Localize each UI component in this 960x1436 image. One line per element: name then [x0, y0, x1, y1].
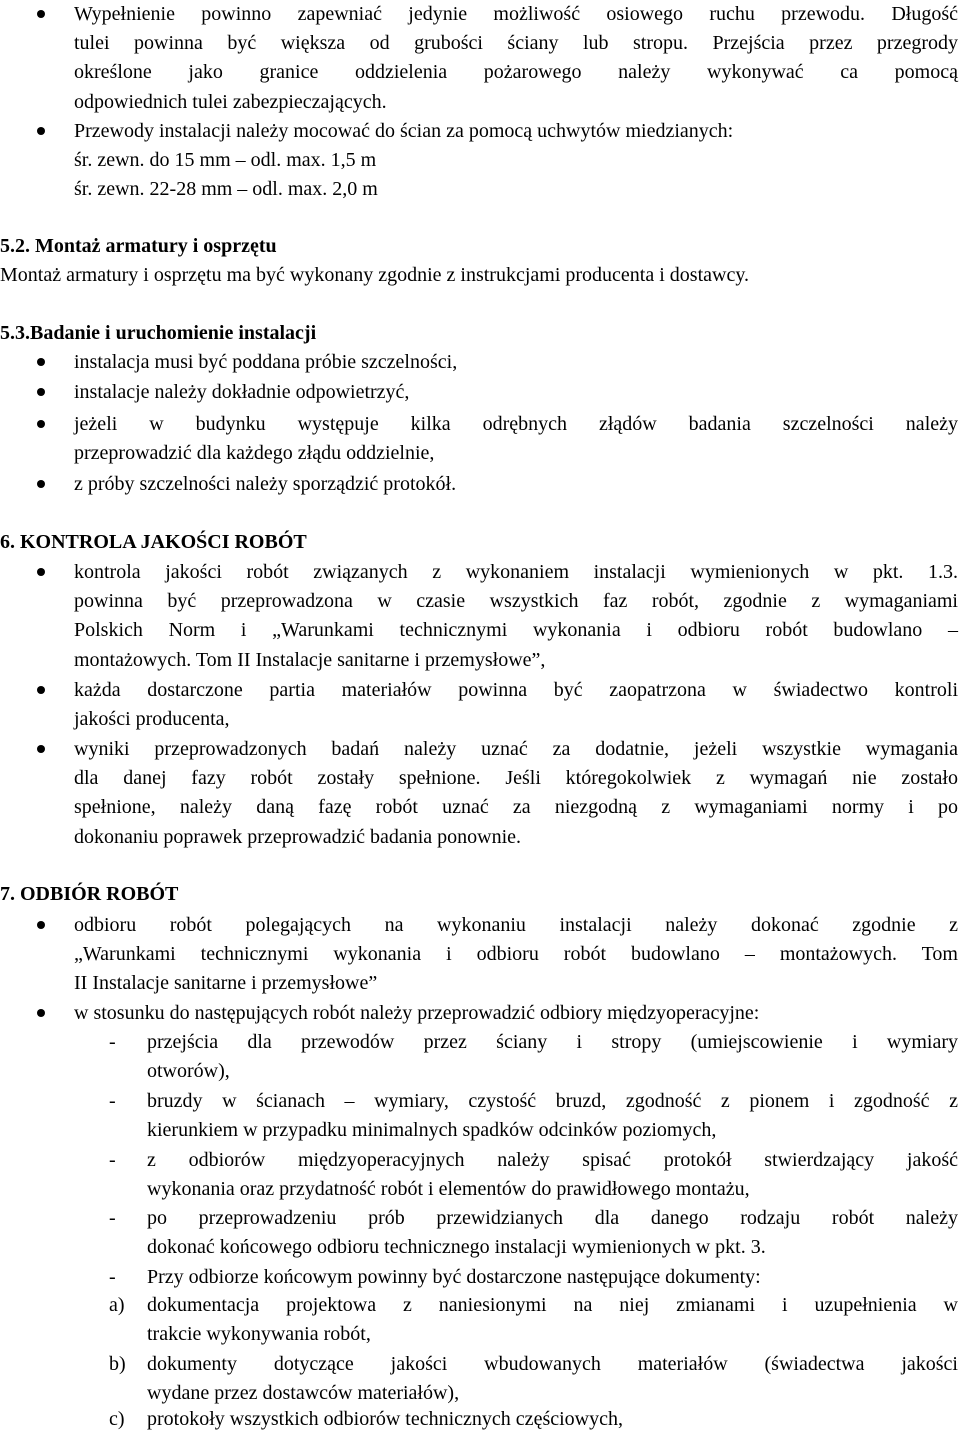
bullet-interim-acceptance: w stosunku do następujących robót należy przeprowadzić odbiory międzyoperacyjne:	[0, 999, 958, 1028]
heading-7: 7. ODBIÓR ROBÓT	[0, 883, 179, 905]
letter-item-design-documentation: a) dokumentacja projektowa z naniesionymi na niej zmianami i uzupełnienia w trakcie wykonywania robót,	[109, 1294, 958, 1346]
bullet-material-certificate: każda dostarczone partia materiałów powinna być zaopatrzona w świadectwo kontroli jakości producenta,	[0, 676, 958, 734]
heading-5-3: 5.3.Badanie i uruchomienie instalacji	[0, 322, 317, 344]
heading-6: 6. KONTROLA JAKOŚCI ROBÓT	[0, 531, 307, 553]
dash-item-grooves: - bruzdy w ścianach – wymiary, czystość bruzd, zgodność z pionem i zgodność z kierunkiem w przypadku minimalnych spadków odcinków poziomych,	[109, 1090, 958, 1142]
letter-item-partial-protocols: c) protokoły wszystkich odbiorów technicznych częściowych,	[109, 1408, 623, 1430]
bullet-pipe-mounting: Przewody instalacji należy mocować do ścian za pomocą uchwytów miedzianych: śr. zewn. do 15 mm – odl. max. 1,5 m śr. zewn. 22-28 mm – odl. max. 2,0 m	[0, 117, 958, 205]
bullet-final-acceptance: odbioru robót polegających na wykonaniu instalacji należy dokonać zgodnie z „Warunkami technicznymi wykonania i odbioru robót budowlano – montażowych. Tom II Instalacje sanitarne i przemysłowe”	[0, 911, 958, 999]
bullet-pressure-test: instalacja musi być poddana próbie szczelności,	[0, 348, 958, 377]
dash-item-passages: - przejścia dla przewodów przez ściany i stropy (umiejscowienie i wymiary otworów),	[109, 1031, 958, 1083]
bullet-quality-control: kontrola jakości robót związanych z wykonaniem instalacji wymienionych w pkt. 1.3. powinna być przeprowadzona w czasie wszystkich faz robót, zgodnie z wymaganiami Polskich Norm i „Warunkami technicznymi wykonania i odbioru robót budowlano – montażowych. Tom II Instalacje sanitarne i przemysłowe”,	[0, 558, 958, 675]
bullet-pipe-sleeves: Wypełnienie powinno zapewniać jedynie możliwość osiowego ruchu przewodu. Długość tulei powinna być większa od grubości ściany lub stropu. Przejścia przez przegrody określone jako granice oddzielenia pożarowego należy wykonywać ca pomocą odpowiednich tulei zabezpieczających.	[0, 0, 958, 117]
bullet-separate-tests: jeżeli w budynku występuje kilka odrębnych złądów badania szczelności należy przeprowadzić dla każdego złądu oddzielnie,	[0, 410, 958, 468]
letter-item-material-documents: b) dokumenty dotyczące jakości wbudowanych materiałów (świadectwa jakości wydane przez dostawców materiałów),	[109, 1353, 958, 1405]
dash-item-required-documents: - Przy odbiorze końcowym powinny być dostarczone następujące dokumenty:	[109, 1266, 761, 1288]
dash-item-interim-protocol: - z odbiorów międzyoperacyjnych należy spisać protokół stwierdzający jakość wykonania oraz przydatność robót i elementów do prawidłowego montażu,	[109, 1149, 958, 1201]
paragraph-5-2: Montaż armatury i osprzętu ma być wykonany zgodnie z instrukcjami producenta i dostawcy.	[0, 264, 750, 286]
heading-5-2: 5.2. Montaż armatury i osprzętu	[0, 235, 277, 257]
dash-item-final-acceptance: - po przeprowadzeniu prób przewidzianych dla danego rodzaju robót należy dokonać końcowego odbioru technicznego instalacji wymienionych w pkt. 3.	[109, 1207, 958, 1259]
bullet-test-results: wyniki przeprowadzonych badań należy uznać za dodatnie, jeżeli wszystkie wymagania dla danej fazy robót zostały spełnione. Jeśli któregokolwiek z wymagań nie zostało spełnione, należy daną fazę robót uznać za niezgodną z wymaganiami normy i po dokonaniu poprawek przeprowadzić badania ponownie.	[0, 735, 958, 852]
bullet-venting: instalacje należy dokładnie odpowietrzyć,	[0, 378, 958, 407]
bullet-test-protocol: z próby szczelności należy sporządzić protokół.	[0, 470, 958, 499]
